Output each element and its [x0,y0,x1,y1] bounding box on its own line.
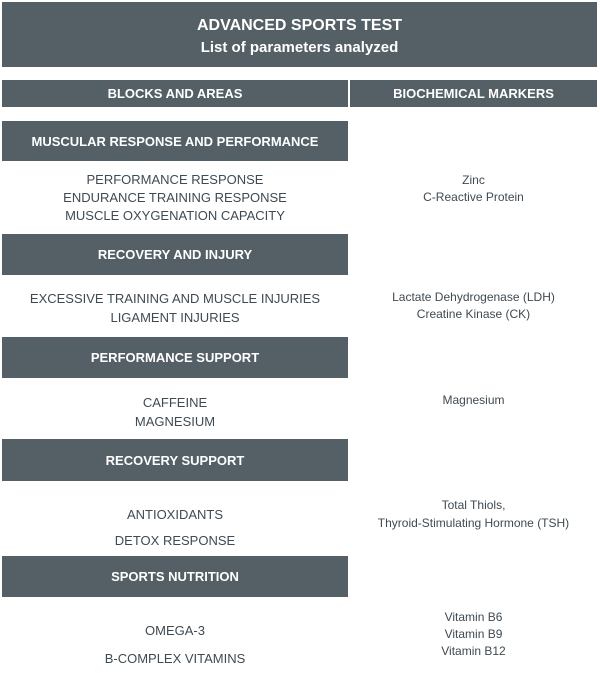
column-header-markers: BIOCHEMICAL MARKERS [350,80,597,107]
area-item: B-COMPLEX VITAMINS [104,651,246,666]
section-areas-sports-nutrition [2,617,348,673]
marker-item: Vitamin B9 [444,627,503,641]
area-item: ENDURANCE TRAINING RESPONSE [63,190,287,205]
marker-item: Total Thiols, [441,498,506,512]
section-title-recovery-support: RECOVERY SUPPORT [2,439,348,481]
area-item: EXCESSIVE TRAINING AND MUSCLE INJURIES [29,291,321,306]
marker-item: Magnesium [442,393,505,407]
section-areas-recovery-injury [2,289,348,327]
section-areas-muscular [2,171,348,225]
section-markers-sports-nutrition [350,609,597,660]
section-areas-performance-support [2,393,348,431]
section-markers-recovery-support [350,496,597,532]
section-title-muscular: MUSCULAR RESPONSE AND PERFORMANCE [2,121,348,161]
marker-item: Zinc [462,173,485,187]
section-markers-recovery-injury [350,289,597,323]
marker-item: Creatine Kinase (CK) [416,307,531,321]
marker-item: Vitamin B12 [441,644,506,658]
area-item: ANTIOXIDANTS [126,507,224,522]
page-subtitle: List of parameters analyzed [200,39,399,56]
area-item: DETOX RESPONSE [114,533,236,548]
area-item: MUSCLE OXYGENATION CAPACITY [65,208,285,223]
page-title: ADVANCED SPORTS TEST [196,17,403,34]
area-item: OMEGA-3 [145,623,205,638]
area-item: MAGNESIUM [134,414,216,429]
area-item: LIGAMENT INJURIES [110,310,240,325]
section-markers-muscular [350,172,597,206]
marker-item: C-Reactive Protein [423,190,524,204]
marker-item: Lactate Dehydrogenase (LDH) [392,290,555,304]
column-header-blocks: BLOCKS AND AREAS [2,80,348,107]
section-areas-recovery-support [2,502,348,554]
marker-item: Thyroid-Stimulating Hormone (TSH) [377,516,570,530]
section-markers-performance-support [350,392,597,409]
section-title-performance-support: PERFORMANCE SUPPORT [2,337,348,378]
marker-item: Vitamin B6 [444,610,503,624]
area-item: CAFFEINE [142,395,208,410]
title-banner [2,2,597,67]
area-item: PERFORMANCE RESPONSE [86,172,264,187]
section-title-sports-nutrition: SPORTS NUTRITION [2,556,348,597]
section-title-recovery-injury: RECOVERY AND INJURY [2,234,348,275]
